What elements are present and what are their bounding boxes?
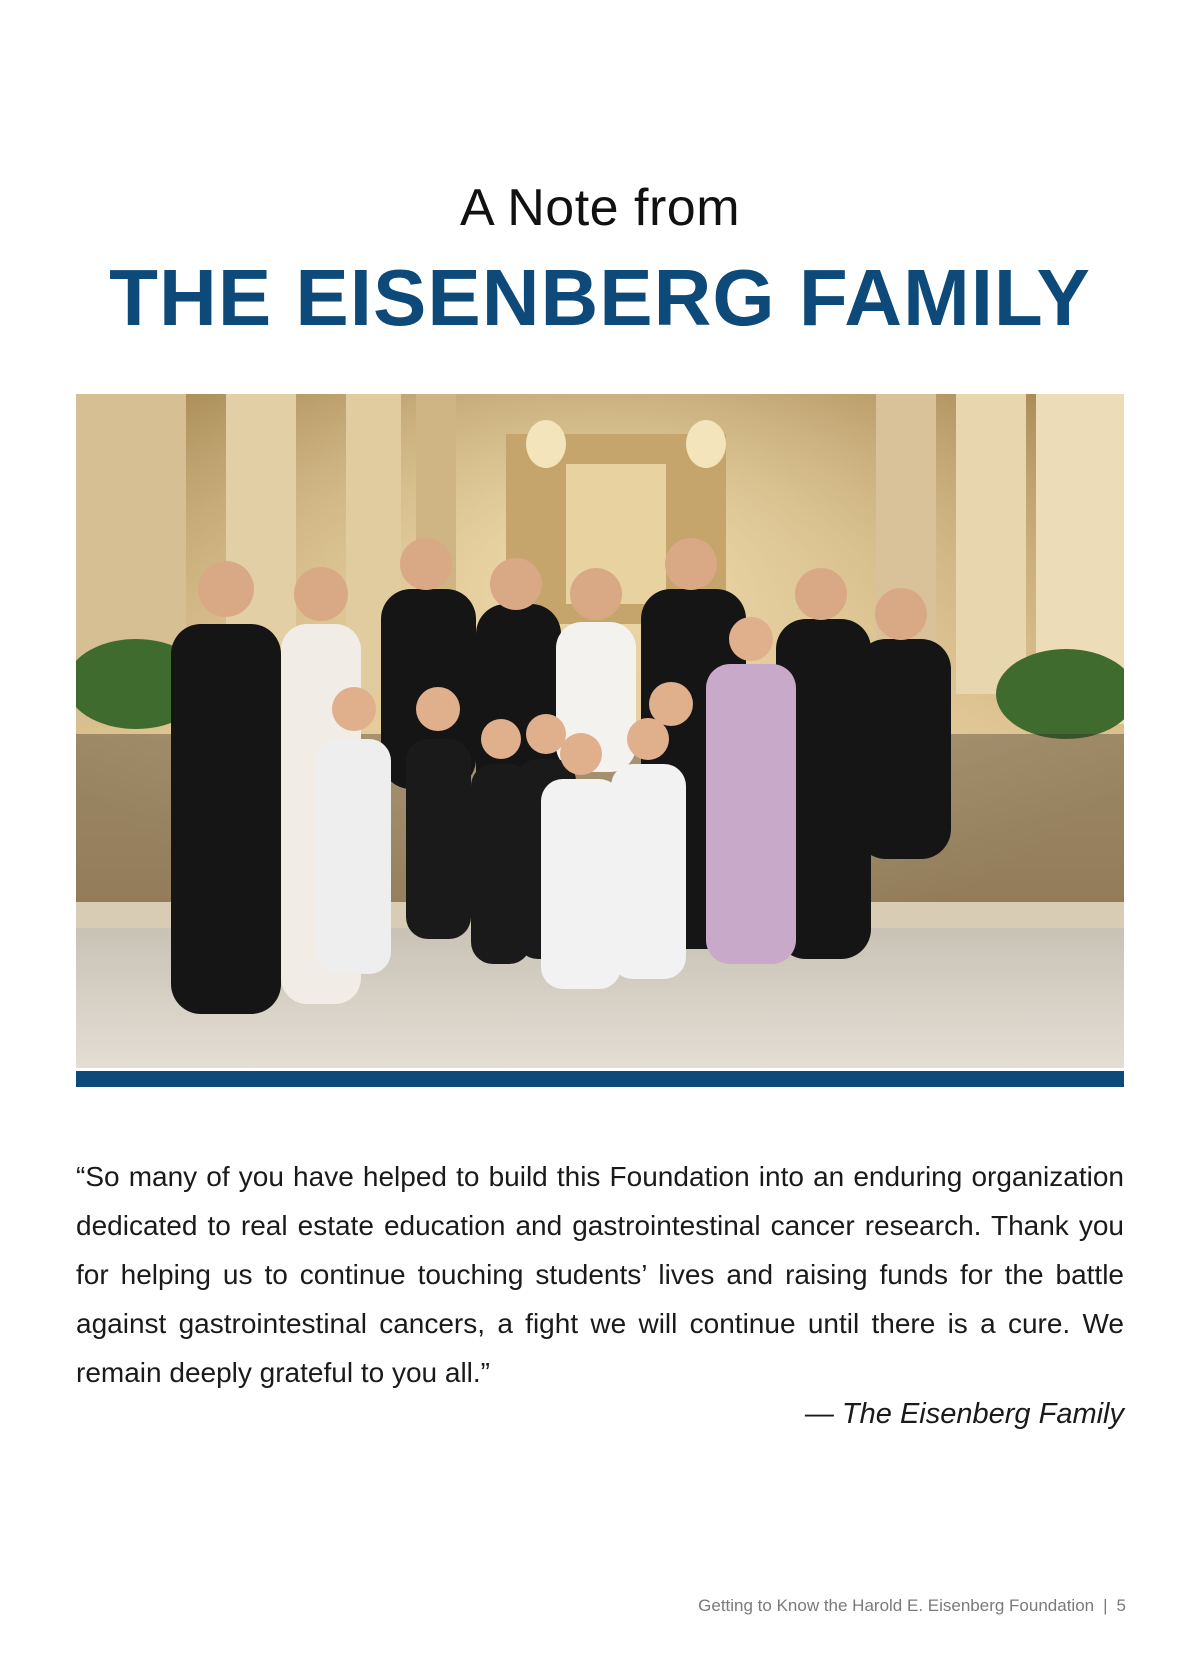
quote-attribution: — The Eisenberg Family (804, 1398, 1124, 1430)
footer-publication-title: Getting to Know the Harold E. Eisenberg Foundation (698, 1596, 1095, 1615)
page-number: 5 (1116, 1596, 1126, 1615)
page-kicker: A Note from (459, 179, 741, 237)
photo-accent-rule (76, 1071, 1124, 1087)
page-footer (698, 1596, 1126, 1616)
family-photo (76, 394, 1124, 1068)
page-title: THE EISENBERG FAMILY (109, 253, 1091, 342)
footer-separator: | (1103, 1596, 1108, 1615)
family-quote: “So many of you have helped to build this Foundation into an enduring organization dedicated to real estate education and gastrointestinal cancer research. Thank you for helping us to continue touching students’ lives and raising funds for the battle against gastrointestinal cancers, a fight we will continue until there is a cure. We remain deeply grateful to you all.” (76, 1161, 1124, 1388)
family-photo-illustration (76, 394, 1124, 1068)
